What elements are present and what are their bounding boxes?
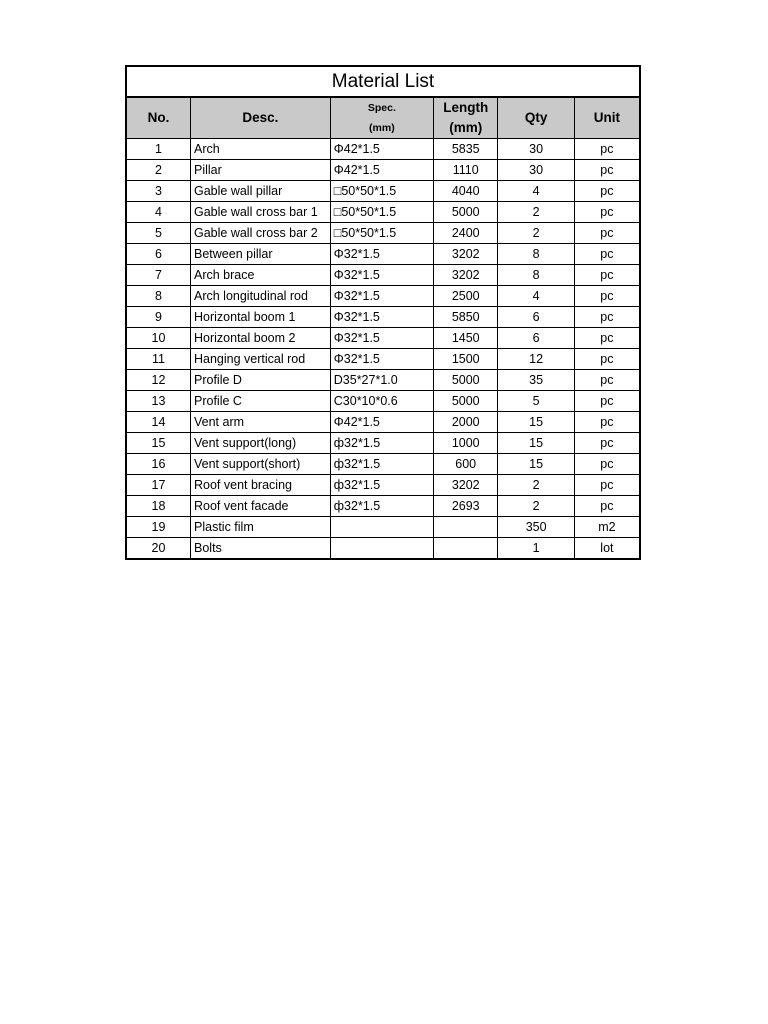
cell-qty: 6 [498,307,574,328]
cell-length: 4040 [433,181,498,202]
cell-length: 2500 [433,286,498,307]
cell-no: 16 [126,454,191,475]
cell-unit: pc [574,433,640,454]
cell-no: 20 [126,538,191,560]
cell-spec: Φ42*1.5 [330,139,433,160]
header-spec [330,97,433,139]
table-row [126,139,640,160]
cell-unit: pc [574,202,640,223]
cell-spec: □50*50*1.5 [330,202,433,223]
cell-unit: pc [574,391,640,412]
header-length [433,97,498,139]
table-row [126,391,640,412]
cell-spec: Φ32*1.5 [330,349,433,370]
table-row [126,265,640,286]
cell-qty: 4 [498,286,574,307]
cell-unit: pc [574,223,640,244]
table-row [126,244,640,265]
cell-qty: 1 [498,538,574,560]
cell-spec [330,517,433,538]
cell-no: 14 [126,412,191,433]
header-spec-line2: (mm) [369,122,395,134]
cell-unit: pc [574,475,640,496]
cell-qty: 2 [498,475,574,496]
cell-no: 6 [126,244,191,265]
cell-no: 19 [126,517,191,538]
cell-length: 2400 [433,223,498,244]
header-unit: Unit [574,97,640,139]
cell-length [433,538,498,560]
cell-desc: Gable wall cross bar 1 [191,202,331,223]
cell-unit: lot [574,538,640,560]
cell-length: 3202 [433,265,498,286]
cell-qty: 30 [498,139,574,160]
table-row [126,517,640,538]
table-row [126,538,640,560]
cell-spec: Φ32*1.5 [330,265,433,286]
cell-qty: 30 [498,160,574,181]
table-row [126,349,640,370]
cell-no: 3 [126,181,191,202]
cell-desc: Horizontal boom 1 [191,307,331,328]
cell-length: 5000 [433,391,498,412]
cell-length: 1450 [433,328,498,349]
cell-desc: Gable wall cross bar 2 [191,223,331,244]
table-row [126,202,640,223]
cell-no: 18 [126,496,191,517]
cell-unit: pc [574,181,640,202]
cell-desc: Roof vent facade [191,496,331,517]
cell-desc: Profile C [191,391,331,412]
cell-unit: pc [574,349,640,370]
cell-no: 12 [126,370,191,391]
cell-unit: pc [574,328,640,349]
cell-unit: pc [574,370,640,391]
cell-length: 5835 [433,139,498,160]
cell-length: 1000 [433,433,498,454]
cell-no: 2 [126,160,191,181]
cell-no: 10 [126,328,191,349]
cell-length: 600 [433,454,498,475]
cell-unit: pc [574,454,640,475]
cell-unit: pc [574,307,640,328]
cell-length: 5850 [433,307,498,328]
cell-qty: 6 [498,328,574,349]
cell-desc: Vent support(long) [191,433,331,454]
cell-no: 11 [126,349,191,370]
cell-qty: 15 [498,433,574,454]
cell-unit: pc [574,139,640,160]
cell-unit: m2 [574,517,640,538]
cell-desc: Arch longitudinal rod [191,286,331,307]
cell-no: 13 [126,391,191,412]
cell-length: 5000 [433,202,498,223]
header-length-line1: Length [443,100,489,115]
table-row [126,160,640,181]
table-row [126,307,640,328]
cell-spec: □50*50*1.5 [330,223,433,244]
cell-spec: C30*10*0.6 [330,391,433,412]
cell-length: 5000 [433,370,498,391]
cell-unit: pc [574,496,640,517]
table-row [126,181,640,202]
cell-desc: Pillar [191,160,331,181]
cell-spec: ф32*1.5 [330,454,433,475]
cell-unit: pc [574,244,640,265]
table-row [126,370,640,391]
header-spec-line1: Spec. [367,102,396,114]
table-row [126,286,640,307]
table-row [126,496,640,517]
table-row [126,475,640,496]
header-desc: Desc. [191,97,331,139]
cell-length: 1500 [433,349,498,370]
header-length-line2: (mm) [449,120,483,135]
cell-spec: ф32*1.5 [330,433,433,454]
cell-qty: 2 [498,202,574,223]
header-no: No. [126,97,191,139]
table-title: Material List [126,66,640,97]
cell-desc: Hanging vertical rod [191,349,331,370]
cell-spec: □50*50*1.5 [330,181,433,202]
cell-spec: Φ32*1.5 [330,286,433,307]
table-row [126,328,640,349]
cell-unit: pc [574,160,640,181]
cell-qty: 8 [498,265,574,286]
cell-desc: Plastic film [191,517,331,538]
cell-desc: Profile D [191,370,331,391]
cell-no: 8 [126,286,191,307]
cell-unit: pc [574,412,640,433]
cell-unit: pc [574,286,640,307]
cell-length [433,517,498,538]
cell-qty: 8 [498,244,574,265]
cell-desc: Gable wall pillar [191,181,331,202]
cell-qty: 12 [498,349,574,370]
cell-no: 1 [126,139,191,160]
cell-spec: ф32*1.5 [330,475,433,496]
cell-desc: Roof vent bracing [191,475,331,496]
cell-qty: 2 [498,496,574,517]
cell-qty: 4 [498,181,574,202]
cell-no: 9 [126,307,191,328]
cell-desc: Arch brace [191,265,331,286]
cell-no: 5 [126,223,191,244]
header-row [126,97,640,139]
table-row [126,412,640,433]
cell-spec: ф32*1.5 [330,496,433,517]
cell-length: 2693 [433,496,498,517]
table-row [126,454,640,475]
table-row [126,433,640,454]
cell-no: 15 [126,433,191,454]
cell-qty: 5 [498,391,574,412]
table-row [126,223,640,244]
cell-qty: 35 [498,370,574,391]
cell-desc: Vent arm [191,412,331,433]
cell-desc: Vent support(short) [191,454,331,475]
cell-length: 3202 [433,475,498,496]
cell-length: 3202 [433,244,498,265]
cell-desc: Bolts [191,538,331,560]
material-list-table [125,65,641,560]
cell-length: 2000 [433,412,498,433]
header-qty: Qty [498,97,574,139]
cell-desc: Horizontal boom 2 [191,328,331,349]
cell-qty: 15 [498,454,574,475]
cell-qty: 2 [498,223,574,244]
cell-qty: 350 [498,517,574,538]
cell-spec: Φ32*1.5 [330,307,433,328]
cell-spec [330,538,433,560]
cell-length: 1110 [433,160,498,181]
cell-no: 17 [126,475,191,496]
cell-desc: Between pillar [191,244,331,265]
cell-no: 7 [126,265,191,286]
cell-spec: D35*27*1.0 [330,370,433,391]
cell-unit: pc [574,265,640,286]
cell-spec: Φ32*1.5 [330,328,433,349]
cell-spec: Φ42*1.5 [330,412,433,433]
cell-no: 4 [126,202,191,223]
cell-spec: Φ32*1.5 [330,244,433,265]
cell-spec: Φ42*1.5 [330,160,433,181]
cell-qty: 15 [498,412,574,433]
cell-desc: Arch [191,139,331,160]
